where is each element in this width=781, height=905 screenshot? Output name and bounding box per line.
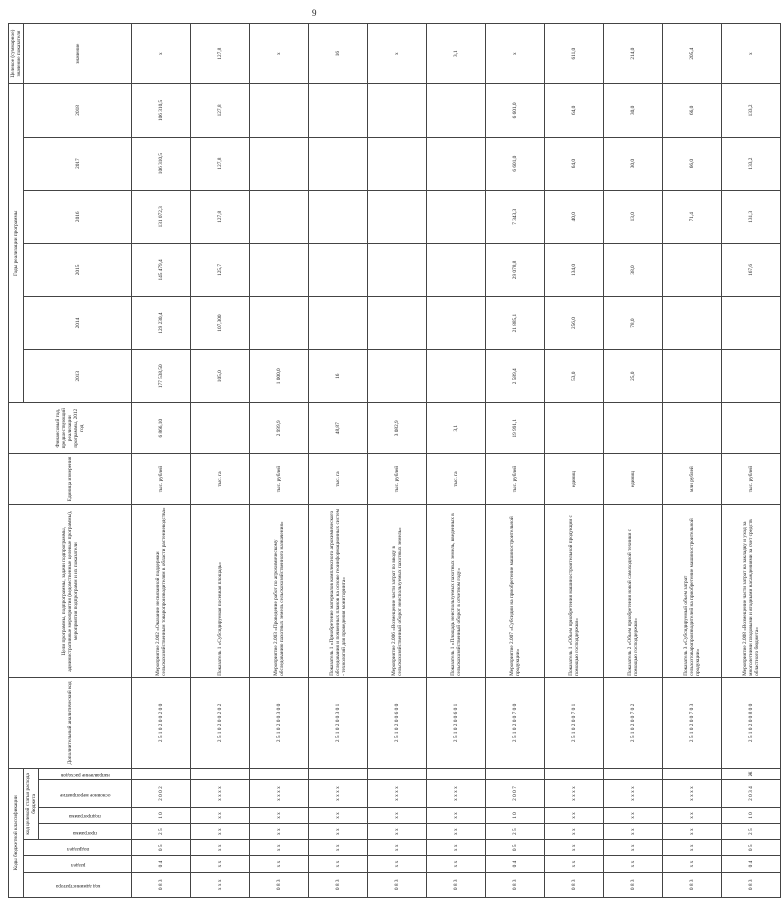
year-value-cell (427, 137, 486, 190)
year-value-cell (250, 137, 309, 190)
event-code-cell: х х х х (250, 780, 309, 808)
additional-code-cell: 2 5 1 0 2 0 0 3 0 0 (250, 678, 309, 768)
base-year-cell (663, 403, 722, 454)
admin-code-cell: 0 8 3 (722, 872, 781, 897)
year-2013: 2013 (24, 350, 132, 403)
program-code-cell: х х (309, 824, 368, 840)
subsection-code-cell: х х (545, 840, 604, 856)
year-value-cell: 30,0 (604, 84, 663, 137)
subsection-code-cell: 0 5 (722, 840, 781, 856)
event-code-cell: х х х х (663, 780, 722, 808)
section-code-cell: х х (545, 856, 604, 872)
admin-code-cell: 0 8 3 (427, 872, 486, 897)
section-code-cell: х х (309, 856, 368, 872)
direction-header: направление расходов (39, 768, 132, 780)
program-code-cell: х х (663, 824, 722, 840)
year-value-cell (250, 190, 309, 243)
year-value-cell: 66,0 (663, 137, 722, 190)
year-2018: 2018 (24, 84, 132, 137)
year-value-cell: 13,0 (604, 190, 663, 243)
total-cell: 3,1 (427, 24, 486, 84)
description-cell: Мероприятие 2.008 «Возмещение части затрат на закладку и уход за многолетними плодовыми и ягодными насаждениями за счет средств областного бюджета» (722, 505, 781, 678)
table-row (722, 24, 781, 898)
table-row (486, 24, 545, 898)
admin-code-cell: 0 8 3 (309, 872, 368, 897)
description-cell: Мероприятие 2.006 «Возмещение части затрат по вводу в сельскохозяйственный оборот неиспользуемых пахотных земель» (368, 505, 427, 678)
year-value-cell: 131 072,3 (132, 190, 191, 243)
unit-cell: тыс. га (309, 454, 368, 505)
year-value-cell (368, 84, 427, 137)
event-code-cell: х х х х (309, 780, 368, 808)
total-cell: 611,0 (545, 24, 604, 84)
event-code-cell: х х х х (545, 780, 604, 808)
section-code-cell: х х (604, 856, 663, 872)
base-year-cell (191, 403, 250, 454)
description-cell: Показатель 3 «Субсидируемый объем затрат сельхозтоваропроизводителей на приобретение машиностроительной продукции» (663, 505, 722, 678)
total-cell: х (250, 24, 309, 84)
subprogram-code-cell: х х (427, 807, 486, 823)
table-row (545, 24, 604, 898)
table-row (663, 24, 722, 898)
event-code-cell: 2 0 3 4 (722, 780, 781, 808)
main-event-header: основное мероприятие (39, 780, 132, 808)
subprogram-code-cell: 1 0 (722, 807, 781, 823)
year-value-cell: 1 000,0 (250, 350, 309, 403)
year-value-cell: 21 885,1 (486, 297, 545, 350)
year-value-cell (309, 297, 368, 350)
unit-cell: тыс. рублей (250, 454, 309, 505)
subsection-header: подраздел (24, 840, 132, 856)
table-row (604, 24, 663, 898)
year-value-cell: 53,0 (545, 350, 604, 403)
table-row (191, 24, 250, 898)
unit-header: Единица измерения (9, 454, 132, 505)
direction-code-cell: Ж (722, 768, 781, 780)
year-value-cell (368, 350, 427, 403)
year-2015: 2015 (24, 243, 132, 296)
table-row (427, 24, 486, 898)
unit-cell: тыс. рублей (486, 454, 545, 505)
year-value-cell (722, 297, 781, 350)
section-code-cell: х х (368, 856, 427, 872)
year-value-cell (427, 190, 486, 243)
total-cell: х (486, 24, 545, 84)
years-header: Годы реализации программы (9, 84, 24, 403)
event-code-cell: х х х х (368, 780, 427, 808)
program-code-cell: х х (545, 824, 604, 840)
description-cell: Показатель 2 «Объем приобретения новой самоходной техники с помощью господдержки» (604, 505, 663, 678)
year-value-cell (368, 297, 427, 350)
year-value-cell: 78,0 (604, 297, 663, 350)
subsection-code-cell: х х (368, 840, 427, 856)
unit-cell: тыс. рублей (132, 454, 191, 505)
year-value-cell: 256,0 (545, 297, 604, 350)
year-value-cell (250, 297, 309, 350)
year-value-cell: 30,0 (604, 137, 663, 190)
subprogram-code-cell: х х (368, 807, 427, 823)
subsection-code-cell: х х (309, 840, 368, 856)
year-value-cell (250, 84, 309, 137)
table-row (309, 24, 368, 898)
year-value-cell: 105,0 (191, 350, 250, 403)
section-code-cell: х х (191, 856, 250, 872)
year-value-cell: 40,0 (545, 190, 604, 243)
unit-cell: единиц (604, 454, 663, 505)
base-year-cell (545, 403, 604, 454)
unit-cell: тыс. га (191, 454, 250, 505)
subsection-code-cell: х х (191, 840, 250, 856)
final-value-header: значение (24, 24, 132, 84)
year-value-cell: 106 310,5 (132, 84, 191, 137)
year-value-cell (663, 350, 722, 403)
admin-code-cell: 0 8 3 (663, 872, 722, 897)
subsection-code-cell: х х (427, 840, 486, 856)
total-cell: 214,0 (604, 24, 663, 84)
subprogram-code-cell: х х (604, 807, 663, 823)
table-row (132, 24, 191, 898)
description-cell: Показатель 1 «Объем приобретения машиностроительной продукции с помощью господдержки» (545, 505, 604, 678)
direction-code-cell (191, 768, 250, 780)
base-year-cell (604, 403, 663, 454)
subsection-code-cell: 0 5 (132, 840, 191, 856)
event-code-cell: 2 0 0 7 (486, 780, 545, 808)
section-code-cell: х х (427, 856, 486, 872)
subsection-code-cell: х х (250, 840, 309, 856)
subprogram-code-cell: х х (545, 807, 604, 823)
year-value-cell: 127,8 (191, 84, 250, 137)
unit-cell: млн рублей (663, 454, 722, 505)
event-code-cell: х х х х (604, 780, 663, 808)
page-number: 9 (312, 8, 317, 18)
base-year-cell (722, 403, 781, 454)
admin-code-cell: х х х (191, 872, 250, 897)
program-code-cell: х х (368, 824, 427, 840)
additional-code-cell: 2 5 1 0 2 0 0 7 0 2 (604, 678, 663, 768)
year-2014: 2014 (24, 297, 132, 350)
year-value-cell: 106 310,5 (132, 137, 191, 190)
year-value-cell (427, 297, 486, 350)
admin-code-cell: 0 8 3 (604, 872, 663, 897)
additional-code-cell: 2 5 1 0 2 0 0 2 0 2 (191, 678, 250, 768)
total-cell: 127,8 (191, 24, 250, 84)
unit-cell: тыс. рублей (368, 454, 427, 505)
year-value-cell (250, 243, 309, 296)
year-value-cell (309, 137, 368, 190)
base-year-cell: 6 866,10 (132, 403, 191, 454)
year-value-cell: 127,8 (191, 190, 250, 243)
additional-code-cell: 2 5 1 0 2 0 0 7 0 3 (663, 678, 722, 768)
description-cell: Мероприятие 2.002 «Оказание несвязанной поддержки сельскохозяйственным товаропроизводителям в области растениеводства» (132, 505, 191, 678)
subprogram-code-cell: х х (663, 807, 722, 823)
base-year-cell: 3,1 (427, 403, 486, 454)
program-header: программа (39, 824, 132, 840)
year-value-cell: 133,2 (722, 137, 781, 190)
year-value-cell: 6 601,0 (486, 137, 545, 190)
additional-code-cell: 2 5 1 0 2 0 0 6 0 1 (427, 678, 486, 768)
final-header: Целевое (суммарное) значение показателя (9, 24, 24, 84)
admin-code-cell: 0 8 3 (545, 872, 604, 897)
year-value-cell (427, 243, 486, 296)
total-cell: 205,4 (663, 24, 722, 84)
subprogram-code-cell: х х (191, 807, 250, 823)
description-cell: Мероприятие 2.003 «Проведение работ по агрохимическому обследованию пахотных земель сельскохозяйственного назначения» (250, 505, 309, 678)
unit-cell: тыс. рублей (722, 454, 781, 505)
year-value-cell: 64,0 (545, 84, 604, 137)
description-cell: Мероприятие 2.007 «Субсидии на приобретение машиностроительной продукции» (486, 505, 545, 678)
year-value-cell: 2 589,4 (486, 350, 545, 403)
program-table (8, 23, 781, 898)
subprogram-code-cell: 1 0 (486, 807, 545, 823)
year-value-cell (663, 243, 722, 296)
event-code-cell: х х х х (191, 780, 250, 808)
section-code-cell: 0 4 (722, 856, 781, 872)
program-code-cell: х х (191, 824, 250, 840)
subprogram-header: подпрограмма (39, 807, 132, 823)
subprogram-code-cell: 1 0 (132, 807, 191, 823)
admin-code-cell: 0 8 3 (250, 872, 309, 897)
year-value-cell: 71,4 (663, 190, 722, 243)
year-value-cell: 38,0 (604, 243, 663, 296)
additional-code-header: Дополнительный аналитический код (9, 678, 132, 768)
total-cell: 16 (309, 24, 368, 84)
program-code-cell: 2 5 (132, 824, 191, 840)
direction-code-cell (309, 768, 368, 780)
additional-code-cell: 2 5 1 0 2 0 0 6 0 0 (368, 678, 427, 768)
year-value-cell: 16 (309, 350, 368, 403)
event-code-cell: 2 0 0 2 (132, 780, 191, 808)
section-code-cell: 0 4 (132, 856, 191, 872)
admin-code-cell: 0 8 3 (368, 872, 427, 897)
year-value-cell (309, 190, 368, 243)
total-cell: х (722, 24, 781, 84)
year-value-cell: 25,0 (604, 350, 663, 403)
additional-code-cell: 2 5 1 0 2 0 0 7 0 1 (545, 678, 604, 768)
program-code-cell: 2 5 (486, 824, 545, 840)
direction-code-cell (368, 768, 427, 780)
section-code-cell: 0 4 (486, 856, 545, 872)
direction-code-cell (486, 768, 545, 780)
table-row (250, 24, 309, 898)
direction-code-cell (132, 768, 191, 780)
direction-code-cell (427, 768, 486, 780)
program-code-cell: 2 5 (722, 824, 781, 840)
year-value-cell: 125,7 (191, 243, 250, 296)
additional-code-cell: 2 5 1 0 2 0 0 3 0 1 (309, 678, 368, 768)
year-value-cell: 6 601,0 (486, 84, 545, 137)
additional-code-cell: 2 5 1 0 2 0 0 7 0 0 (486, 678, 545, 768)
total-cell: х (368, 24, 427, 84)
year-value-cell: 107,300 (191, 297, 250, 350)
year-value-cell: 133,2 (722, 84, 781, 137)
total-cell: х (132, 24, 191, 84)
year-2016: 2016 (24, 190, 132, 243)
year-value-cell (427, 84, 486, 137)
section-code-cell: х х (250, 856, 309, 872)
target-item-header: код целевой статьи расхода бюджета (24, 768, 39, 840)
year-value-cell: 167,6 (722, 243, 781, 296)
year-value-cell: 131,3 (722, 190, 781, 243)
year-2017: 2017 (24, 137, 132, 190)
year-value-cell (368, 243, 427, 296)
year-value-cell (722, 350, 781, 403)
year-value-cell: 7 343,3 (486, 190, 545, 243)
budget-class-header: Коды бюджетной классификации (9, 768, 24, 897)
program-code-cell: х х (250, 824, 309, 840)
year-value-cell: 29 078,8 (486, 243, 545, 296)
subsection-code-cell: х х (663, 840, 722, 856)
year-value-cell (427, 350, 486, 403)
section-header: раздел (24, 856, 132, 872)
subprogram-code-cell: х х (309, 807, 368, 823)
admin-code-cell: 0 8 3 (132, 872, 191, 897)
admin-header: код администратора (24, 872, 132, 897)
unit-cell: тыс. га (427, 454, 486, 505)
subsection-code-cell: х х (604, 840, 663, 856)
additional-code-cell: 2 5 1 0 2 0 0 8 0 0 (722, 678, 781, 768)
rotated-table-sheet (8, 23, 761, 898)
section-code-cell: х х (663, 856, 722, 872)
subsection-code-cell: 0 5 (486, 840, 545, 856)
admin-code-cell: 0 8 3 (486, 872, 545, 897)
description-cell: Показатель 1 «Площадь неиспользуемых пахотных земель, введенных в сельскохозяйственный оборот в отчетном году» (427, 505, 486, 678)
additional-code-cell: 2 5 1 0 2 0 0 2 0 0 (132, 678, 191, 768)
event-code-cell: х х х х (427, 780, 486, 808)
unit-cell: единиц (545, 454, 604, 505)
year-value-cell: 145 479,4 (132, 243, 191, 296)
description-cell: Показатель 1 «Приобретение материалов комплексного агрохимического обследования и почвенных планов на основе геоинформационных систем - технологий для проведения мониторинга» (309, 505, 368, 678)
year-value-cell: 134,0 (545, 243, 604, 296)
base-year-cell: 2 999,9 (250, 403, 309, 454)
year-value-cell (663, 297, 722, 350)
year-value-cell (309, 243, 368, 296)
direction-code-cell (545, 768, 604, 780)
description-cell: Показатель 1 «Субсидируемая посевная площадь» (191, 505, 250, 678)
year-value-cell (309, 84, 368, 137)
year-value-cell (368, 190, 427, 243)
base-year-header: Финансовый год, предшествующий реализации программы, 2012 год (9, 403, 132, 454)
table-row (368, 24, 427, 898)
year-value-cell: 66,0 (663, 84, 722, 137)
direction-code-cell (604, 768, 663, 780)
base-year-cell: 3 082,9 (368, 403, 427, 454)
year-value-cell (368, 137, 427, 190)
subprogram-code-cell: х х (250, 807, 309, 823)
direction-code-cell (250, 768, 309, 780)
base-year-cell: 19 991,1 (486, 403, 545, 454)
direction-code-cell (663, 768, 722, 780)
program-code-cell: х х (604, 824, 663, 840)
base-year-cell: 48,87 (309, 403, 368, 454)
year-value-cell: 127,8 (191, 137, 250, 190)
year-value-cell: 64,0 (545, 137, 604, 190)
goal-header: Цели программы, подпрограммы, задачи подпрограммы, административные мероприятия (ведомственные целевые программы), мероприятия подпрограмм и их показатели (9, 505, 132, 678)
program-code-cell: х х (427, 824, 486, 840)
year-value-cell: 177 538,50 (132, 350, 191, 403)
year-value-cell: 129 230,4 (132, 297, 191, 350)
